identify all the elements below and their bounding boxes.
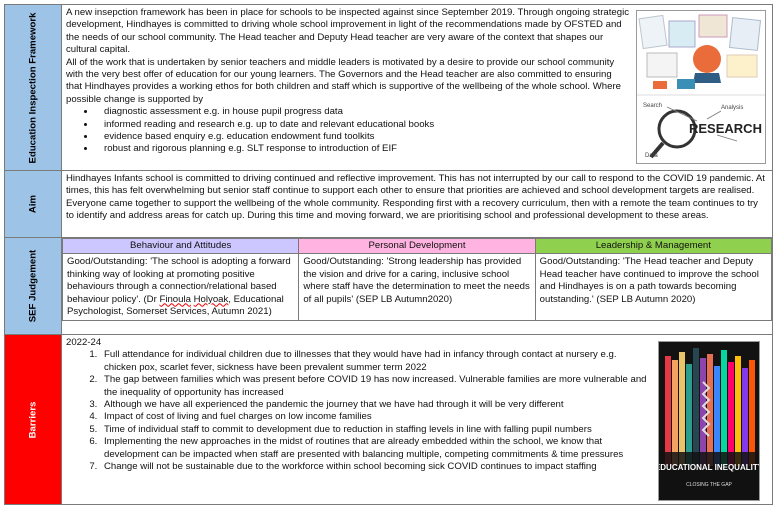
eif-content-cell (62, 5, 773, 171)
eif-row (5, 5, 773, 171)
research-tag-data: Data (645, 153, 658, 159)
barrier-item: 4. Impact of cost of living and fuel charges on low income families (100, 411, 648, 423)
research-tag-search: Search (643, 103, 663, 109)
barriers-side-label-cell (5, 335, 62, 505)
eif-paragraph-2: All of the work that is undertaken by senior teachers and middle leaders is motivated by a desire to provide our school community with the very best offer of education for our young learners. The Governors and the Head teacher are also committed to ensuring that Hindhayes provides a working ethos for both children and staff which is supportive of the wellbeing of the whole school. Where possible change is supported by (66, 56, 621, 105)
barrier-item: 3. Although we have all experienced the pandemic the journey that we have had through it will be very different (100, 399, 648, 411)
barrier-item: 1. Full attendance for individual children due to illnesses that they would have had in infancy through contact at nursery e.g. chicken pox, scarlet fever, sickness have been prevalent summer term 2022 (100, 349, 648, 374)
school-improvement-document (4, 4, 773, 505)
aim-side-label: Aim (27, 194, 39, 214)
sef-header-personal: Personal Development (299, 239, 535, 254)
sef-content-cell (62, 238, 773, 335)
eif-side-label: Education Inspection Framework (27, 12, 39, 163)
barriers-side-label: Barriers (27, 401, 39, 438)
aim-row (5, 171, 773, 238)
research-illustration-svg (637, 11, 765, 163)
barrier-item: 5. Time of individual staff to commit to development due to reduction in staffing levels in line with falling pupil numbers (100, 424, 648, 436)
sef-header-leadership: Leadership & Management (535, 239, 771, 254)
eif-bullet-list (66, 106, 630, 156)
barriers-year: 2022-24 (66, 337, 102, 348)
sef-side-label: SEF Judgement (27, 249, 39, 323)
sef-row (5, 238, 773, 335)
sef-table (62, 238, 772, 321)
sef-header-behaviour: Behaviour and Attitudes (63, 239, 299, 254)
sef-leadership-cell: Good/Outstanding: 'The Head teacher and Deputy Head teacher have continued to improve the school and Hindhayes is on a path towards becoming outstanding.' (SEP LB Autumn 2020) (535, 254, 771, 321)
barriers-row (5, 335, 773, 505)
inequality-image-title: EDUCATIONAL INEQUALITY (659, 463, 759, 472)
eif-bullet: • informed reading and research e.g. up to date and relevant educational books (96, 119, 630, 131)
sef-body-row (63, 254, 772, 321)
barrier-item: 6. Implementing the new approaches in the midst of routines that are already embedded within the school, we know that development can be impacted when staff are presented with balancing multiple, competing commitments & time pressures (100, 436, 648, 461)
barriers-content-cell (62, 335, 773, 505)
aim-side-label-cell (5, 171, 62, 238)
eif-paragraph-1: A new insepction framework has been in place for schools to be inspected against since September 2019. Through ongoing strategic development, Hindhayes is committed to driving whole school improvement in light of the recommendations made by OFSTED and the needs of our school community. The Head teacher and Deputy Head teacher are very aware of the context that shapes our cultural capital. (66, 7, 629, 56)
sef-behaviour-cell (63, 254, 299, 321)
aim-content-cell (62, 171, 773, 238)
eif-bullet: • diagnostic assessment e.g. in house pupil progress data (96, 106, 630, 118)
eif-bullet: • robust and rigorous planning e.g. SLT response to introduction of EIF (96, 143, 630, 155)
sef-behaviour-name-last: Holyoak (193, 293, 229, 305)
barrier-item: 2. The gap between families which was present before COVID 19 has now increased. Vulnerable families are more vulnerable and the inequality of opportunity has increased (100, 374, 648, 399)
aim-text: Hindhayes Infants school is committed to driving continued and reflective improvement. This has not interrupted by our call to respond to the COVID 19 pandemic. At times, this has felt overwhelming but senior staff continue to support each other to ensure that priorities are achieved and school development targets are realised. Everyone came together to support the wellbeing of the whole community. Responding first with a recovery curriculum, then with a remote the team continues to try to identify and address areas for catch up. During this time and moving forward, we are prioritising school and professional development to these areas. (66, 173, 765, 222)
eif-side-label-cell (5, 5, 62, 171)
sef-header-row (63, 239, 772, 254)
pencils-illustration (659, 342, 759, 500)
plan-table (4, 4, 773, 505)
sef-personal-cell: Good/Outstanding: 'Strong leadership has provided the vision and drive for a caring, inclusive school where staff have the determination to meet the needs of all pupils' (SEP LB Autumn2020) (299, 254, 535, 321)
research-illustration (636, 10, 766, 164)
sef-behaviour-text: Good/Outstanding: 'The school is adopting a forward thinking way of looking at promoting positive behaviours through a connection/relational based behaviour policy'. (Dr (67, 256, 291, 305)
educational-inequality-image (658, 341, 760, 501)
barriers-list (66, 349, 648, 473)
sef-behaviour-tail: , Educational Psychologist, Somerset Services, Autumn 2021) (67, 293, 284, 318)
barrier-item: 7. Change will not be sustainable due to the workforce within school becoming sick COVID continues to impact staffing (100, 461, 648, 473)
research-tag-analysis: Analysis (721, 105, 744, 111)
sef-behaviour-name-first: Finoula (159, 293, 191, 305)
sef-side-label-cell (5, 238, 62, 335)
inequality-image-subtitle: CLOSING THE GAP (686, 482, 732, 488)
eif-bullet: • evidence based enquiry e.g. education endowment fund toolkits (96, 131, 630, 143)
research-illustration-word: RESEARCH (689, 121, 762, 136)
